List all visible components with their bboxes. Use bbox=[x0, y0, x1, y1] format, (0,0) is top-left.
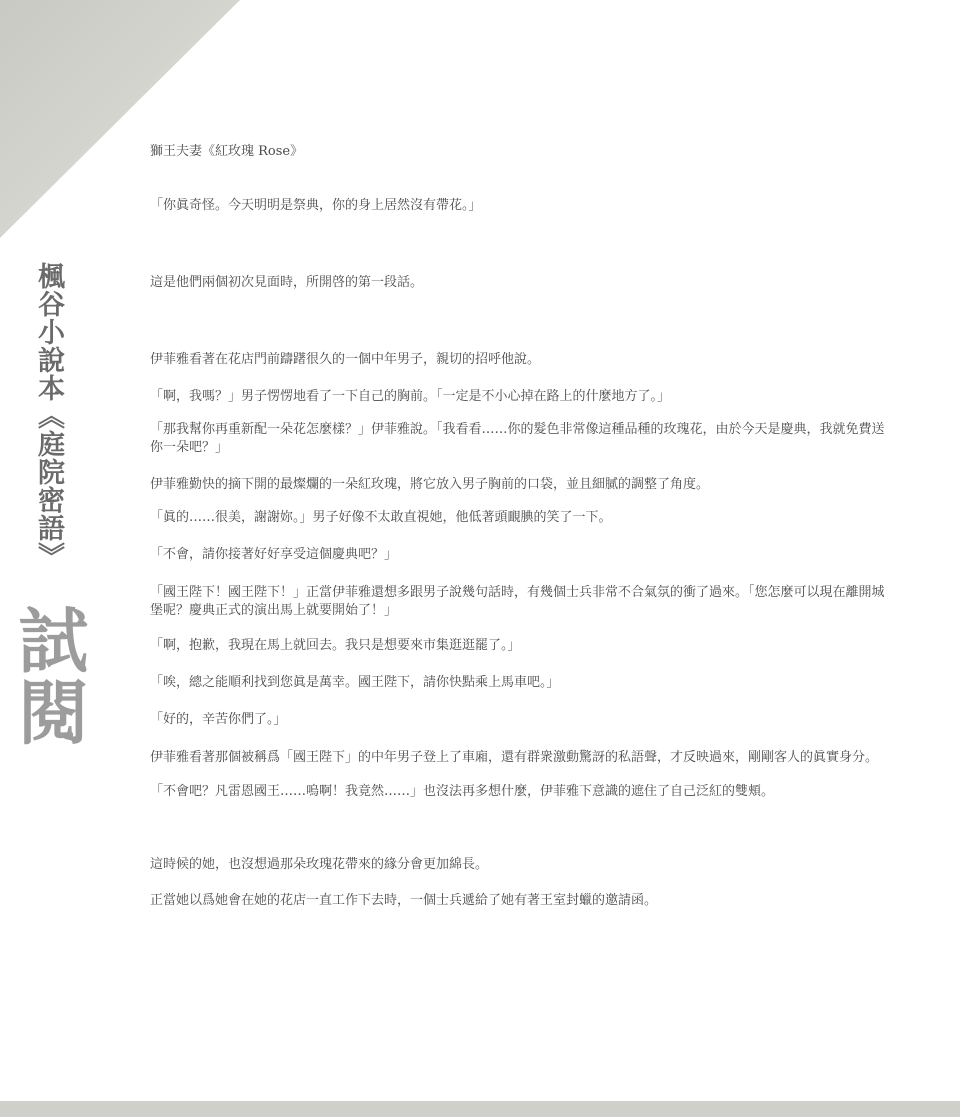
preview-label: 試閱 bbox=[7, 604, 90, 748]
bottom-bar bbox=[0, 1101, 960, 1117]
paragraph: 「不會，請你接著好好享受這個慶典吧？」 bbox=[150, 547, 398, 562]
paragraph: 伊菲雅看著那個被稱爲「國王陛下」的中年男子登上了車廂，還有群衆激動驚訝的私語聲，才反映過來，剛剛客人的眞實身分。 bbox=[150, 750, 879, 765]
story-title: 獅王夫妻《紅玫瑰 Rose》 bbox=[150, 144, 304, 159]
paragraph: 「不會吧？凡雷恩國王……嗚啊！我竟然……」也沒法再多想什麼，伊菲雅下意識的遮住了自己泛紅的雙頰。 bbox=[150, 784, 775, 799]
side-title: 楓谷小說本《庭院密語》 bbox=[33, 262, 64, 570]
story-body bbox=[150, 143, 890, 910]
paragraph: 「唉，總之能順利找到您眞是萬幸。國王陛下，請你快點乘上馬車吧。」 bbox=[150, 675, 560, 690]
paragraph: 「國王陛下！國王陛下！」正當伊菲雅還想多跟男子說幾句話時，有幾個士兵非常不合氣氛的衝了過來。「您怎麼可以現在離開城堡呢？慶典正式的演出馬上就要開始了！」 bbox=[150, 585, 885, 618]
paragraph: 伊菲雅看著在花店門前躊躇很久的一個中年男子，親切的招呼他說。 bbox=[150, 352, 541, 367]
paragraph: 「眞的……很美，謝謝妳。」男子好像不太敢直視她，他低著頭靦腆的笑了一下。 bbox=[150, 510, 612, 525]
paragraph: 「那我幫你再重新配一朵花怎麼樣？」伊菲雅說。「我看看……你的髮色非常像這種品種的玫瑰花，由於今天是慶典，我就免費送你一朵吧？」 bbox=[150, 422, 885, 455]
paragraph: 伊菲雅勤快的摘下開的最燦爛的一朵紅玫瑰，將它放入男子胸前的口袋，並且細膩的調整了角度。 bbox=[150, 477, 710, 492]
paragraph: 「啊，我嗎？」男子愣愣地看了一下自己的胸前。「一定是不小心掉在路上的什麼地方了。」 bbox=[150, 389, 671, 404]
paragraph: 正當她以爲她會在她的花店一直工作下去時，一個士兵遞給了她有著王室封蠟的邀請函。 bbox=[150, 893, 658, 908]
paragraph: 這是他們兩個初次見面時，所開啓的第一段話。 bbox=[150, 275, 424, 290]
paragraph: 這時候的她，也沒想過那朵玫瑰花帶來的緣分會更加綿長。 bbox=[150, 857, 489, 872]
paragraph: 「啊，抱歉，我現在馬上就回去。我只是想要來市集逛逛罷了。」 bbox=[150, 638, 521, 653]
paragraph: 「你眞奇怪。今天明明是祭典，你的身上居然沒有帶花。」 bbox=[150, 198, 482, 213]
paragraph: 「好的，辛苦你們了。」 bbox=[150, 712, 287, 727]
